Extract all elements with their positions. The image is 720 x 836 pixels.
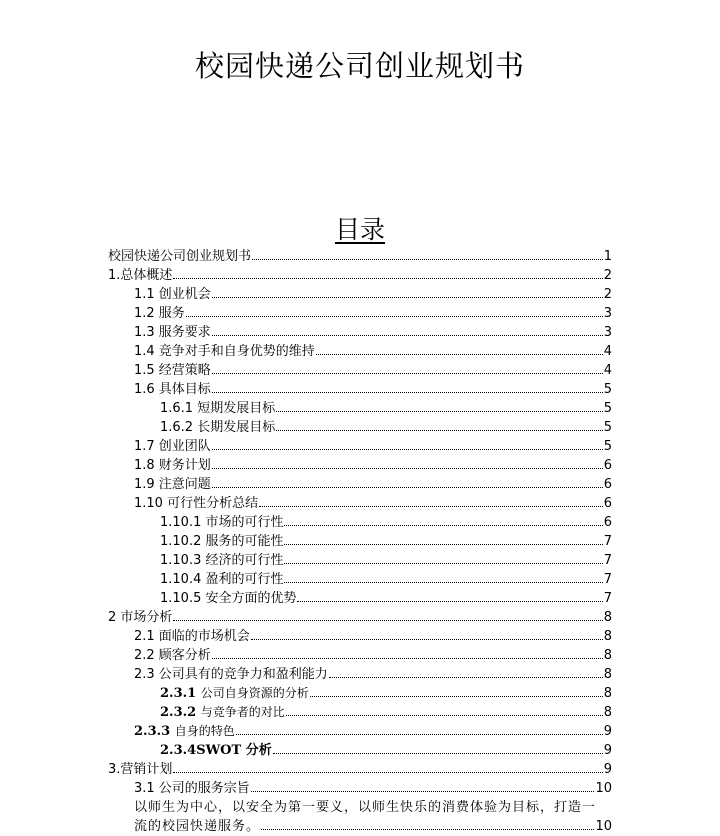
dot-leader	[173, 772, 602, 773]
dot-leader	[212, 658, 603, 659]
toc-entry[interactable]	[108, 494, 612, 513]
toc-entry-page: 10	[595, 781, 612, 796]
dot-leader	[297, 601, 602, 602]
toc-entry[interactable]	[108, 665, 612, 684]
dot-leader	[316, 354, 603, 355]
toc-heading	[0, 210, 720, 246]
toc-entry[interactable]	[108, 722, 612, 741]
toc-entry[interactable]	[108, 418, 612, 437]
toc-entry-title: 1.3 服务要求	[134, 325, 211, 340]
toc-entry-page: 8	[603, 648, 612, 663]
toc-entry-title	[134, 722, 235, 741]
dot-leader	[251, 791, 595, 792]
toc-entry[interactable]	[108, 456, 612, 475]
toc-entry-page: 6	[603, 477, 612, 492]
toc-entry-title: 2 市场分析	[108, 610, 173, 625]
toc-entry[interactable]	[108, 304, 612, 323]
toc-entry[interactable]	[108, 760, 612, 779]
toc-entry-page: 2	[603, 287, 612, 302]
toc-entry-title: 1.6.2 长期发展目标	[160, 420, 276, 435]
dot-leader	[252, 259, 603, 260]
toc-entry[interactable]	[108, 437, 612, 456]
toc-entry[interactable]	[108, 342, 612, 361]
table-of-contents	[108, 247, 612, 836]
dot-leader	[212, 468, 603, 469]
toc-entry[interactable]	[108, 247, 612, 266]
toc-entry[interactable]	[108, 589, 612, 608]
toc-entry-page: 5	[603, 382, 612, 397]
toc-entry-page: 7	[603, 572, 612, 587]
toc-entry-title: 1.10.4 盈利的可行性	[160, 572, 284, 587]
dot-leader	[173, 620, 602, 621]
toc-entry[interactable]	[108, 627, 612, 646]
dot-leader	[259, 506, 603, 507]
toc-entry-title: 1.10.1 市场的可行性	[160, 515, 284, 530]
toc-entry[interactable]	[108, 399, 612, 418]
document-title: 校园快递公司创业规划书	[194, 49, 525, 83]
toc-entry-page: 9	[603, 724, 612, 739]
toc-entry-title: 2.3 公司具有的竞争力和盈利能力	[134, 667, 328, 682]
toc-entry[interactable]	[108, 684, 612, 703]
toc-entry-page: 10	[595, 819, 612, 834]
toc-entry-number: 2.3.1	[160, 686, 197, 701]
toc-entry-page: 4	[603, 363, 612, 378]
toc-entry-title: 1.10.3 经济的可行性	[160, 553, 284, 568]
toc-entry[interactable]	[108, 513, 612, 532]
toc-paragraph-line[interactable]	[108, 817, 612, 836]
toc-entry-title	[160, 741, 272, 760]
toc-entry-title: 校园快递公司创业规划书	[108, 249, 252, 264]
toc-entry-page: 4	[603, 344, 612, 359]
toc-entry-page: 7	[603, 553, 612, 568]
toc-entry-page: 8	[603, 667, 612, 682]
toc-entry[interactable]	[108, 532, 612, 551]
toc-entry-title: 2.2 顾客分析	[134, 648, 211, 663]
toc-entry-number: 2.3.3	[134, 724, 171, 739]
toc-entry[interactable]	[108, 779, 612, 798]
toc-entry-page: 9	[603, 743, 612, 758]
dot-leader	[212, 392, 603, 393]
toc-entry-title: 1.6 具体目标	[134, 382, 211, 397]
toc-entry-page: 5	[603, 439, 612, 454]
toc-entry-page: 6	[603, 496, 612, 511]
toc-entry-page: 5	[603, 401, 612, 416]
dot-leader	[186, 316, 603, 317]
toc-entry-title: 1.4 竞争对手和自身优势的维持	[134, 344, 315, 359]
toc-entry-page: 7	[603, 591, 612, 606]
toc-entry[interactable]	[108, 380, 612, 399]
toc-entry-title: 1.5 经营策略	[134, 363, 211, 378]
toc-entry[interactable]	[108, 323, 612, 342]
toc-entry[interactable]	[108, 551, 612, 570]
toc-entry[interactable]	[108, 741, 612, 760]
dot-leader	[284, 544, 602, 545]
dot-leader	[284, 525, 602, 526]
toc-entry-page: 1	[603, 249, 612, 264]
dot-leader	[273, 753, 603, 754]
toc-paragraph-text: 流的校园快递服务。	[134, 819, 261, 834]
toc-entry[interactable]	[108, 646, 612, 665]
toc-entry-page: 5	[603, 420, 612, 435]
dot-leader	[310, 696, 603, 697]
dot-leader	[173, 278, 602, 279]
dot-leader	[286, 715, 603, 716]
toc-paragraph-line: 以师生为中心，以安全为第一要义，以师生快乐的消费体验为目标，打造一	[134, 800, 597, 815]
toc-entry-page: 8	[603, 686, 612, 701]
toc-entry-page: 8	[603, 705, 612, 720]
toc-entry[interactable]	[108, 608, 612, 627]
toc-entry-title: 1.9 注意问题	[134, 477, 211, 492]
toc-entry-title: 1.7 创业团队	[134, 439, 211, 454]
toc-entry-title: 1.1 创业机会	[134, 287, 211, 302]
dot-leader	[261, 829, 594, 830]
dot-leader	[212, 449, 603, 450]
toc-entry[interactable]	[108, 361, 612, 380]
dot-leader	[212, 297, 603, 298]
toc-entry-title	[160, 703, 285, 722]
dot-leader	[212, 487, 603, 488]
toc-entry-title: 1.2 服务	[134, 306, 185, 321]
toc-entry-page: 7	[603, 534, 612, 549]
toc-heading-text: 目录	[334, 215, 385, 244]
toc-entry-title: 1.10 可行性分析总结	[134, 496, 259, 511]
toc-entry-title: 2.1 面临的市场机会	[134, 629, 250, 644]
toc-entry-label: 与竞争者的对比	[200, 705, 285, 719]
dot-leader	[276, 411, 603, 412]
toc-entry-label: 公司自身资源的分析	[200, 686, 309, 700]
toc-entry[interactable]	[108, 475, 612, 494]
toc-entry-title: 3.营销计划	[108, 762, 173, 777]
dot-leader	[284, 582, 602, 583]
toc-entry-title: 1.10.5 安全方面的优势	[160, 591, 297, 606]
toc-entry[interactable]	[108, 285, 612, 304]
dot-leader	[284, 563, 602, 564]
toc-entry-title: 1.6.1 短期发展目标	[160, 401, 276, 416]
toc-entry-page: 3	[603, 306, 612, 321]
toc-entry-page: 8	[603, 629, 612, 644]
toc-entry-title	[160, 684, 309, 703]
toc-entry[interactable]	[108, 570, 612, 589]
dot-leader	[276, 430, 603, 431]
toc-entry-number: 2.3.4SWOT 分析	[160, 743, 272, 758]
toc-entry-title: 1.8 财务计划	[134, 458, 211, 473]
toc-entry[interactable]	[108, 266, 612, 285]
toc-entry-page: 3	[603, 325, 612, 340]
toc-entry-page: 9	[603, 762, 612, 777]
dot-leader	[212, 335, 603, 336]
dot-leader	[212, 373, 603, 374]
toc-entry-title: 3.1 公司的服务宗旨	[134, 781, 250, 796]
toc-entry-page: 6	[603, 515, 612, 530]
toc-entry[interactable]	[108, 703, 612, 722]
dot-leader	[329, 677, 603, 678]
dot-leader	[251, 639, 603, 640]
toc-entry-page: 2	[603, 268, 612, 283]
toc-entry-number: 2.3.2	[160, 705, 197, 720]
toc-entry-label: 自身的特色	[174, 724, 235, 738]
dot-leader	[236, 734, 603, 735]
toc-entry-page: 6	[603, 458, 612, 473]
toc-entry-title: 1.10.2 服务的可能性	[160, 534, 284, 549]
toc-entry-title: 1.总体概述	[108, 268, 173, 283]
toc-entry-page: 8	[603, 610, 612, 625]
